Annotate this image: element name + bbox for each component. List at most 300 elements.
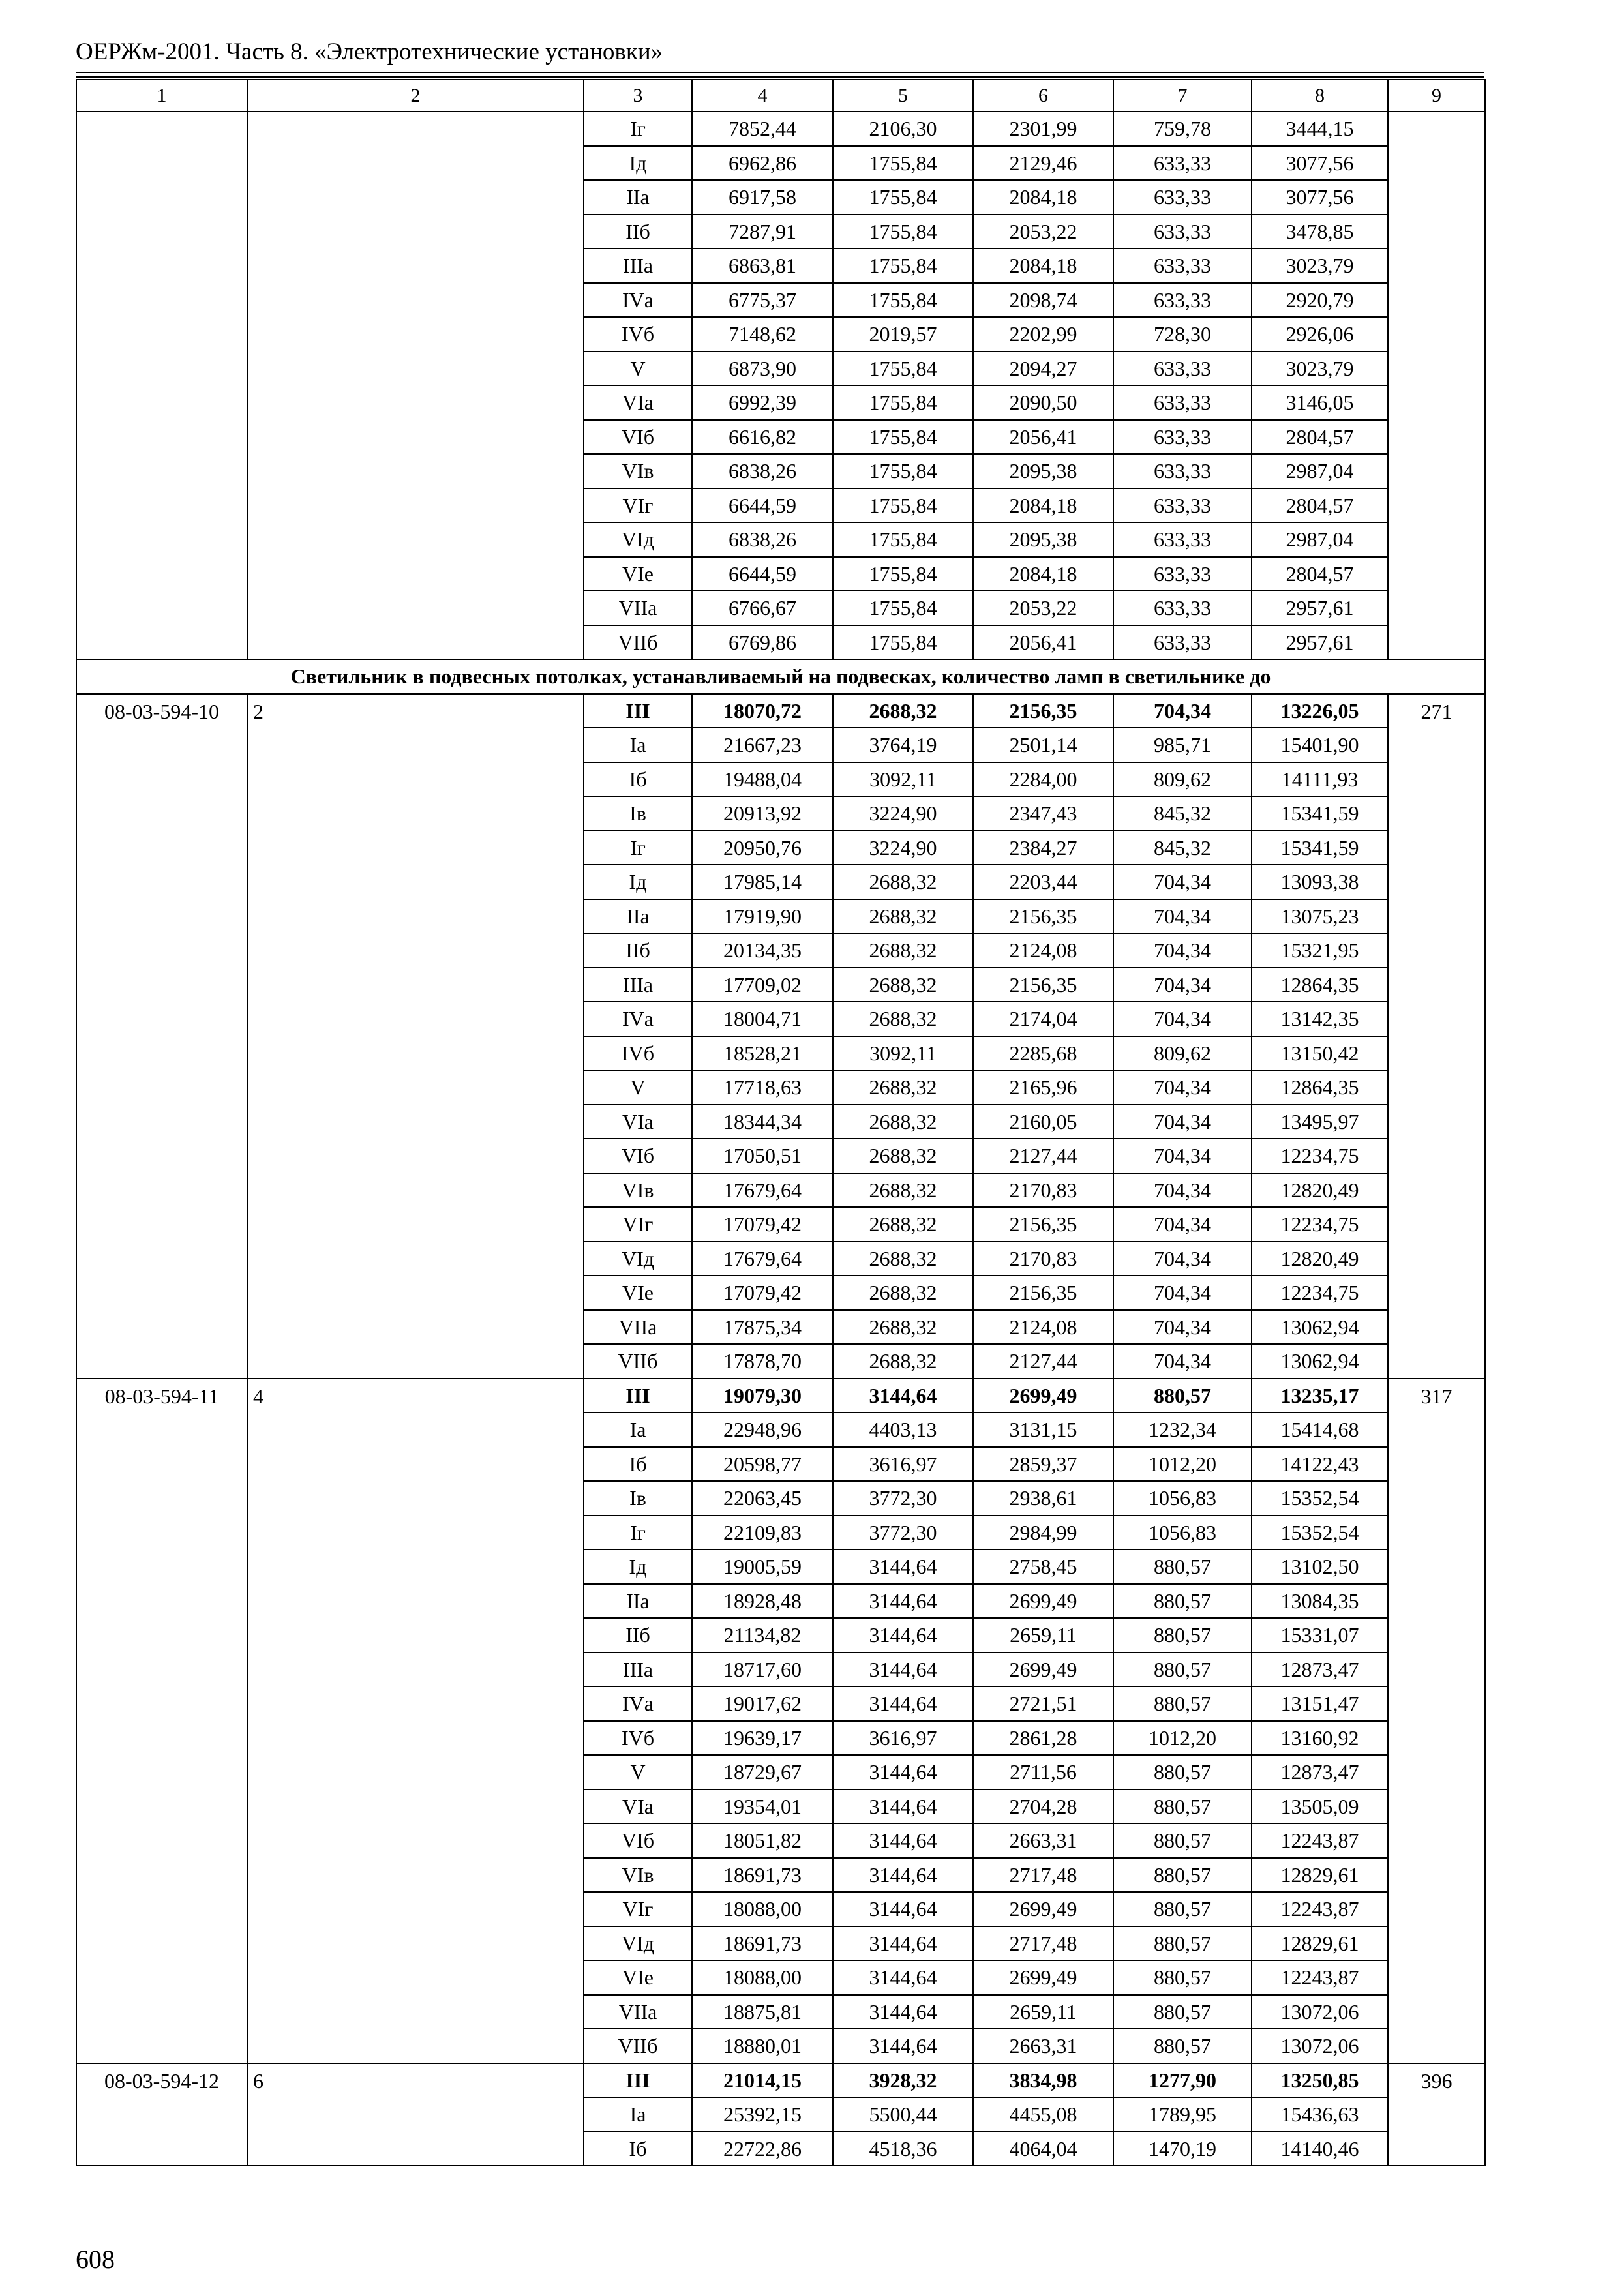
- column-number: 3: [584, 80, 692, 112]
- value-cell: 704,34: [1113, 1105, 1252, 1139]
- value-cell: 20134,35: [692, 933, 833, 968]
- value-cell: 2957,61: [1252, 591, 1388, 625]
- value-cell: 18004,71: [692, 1002, 833, 1036]
- value-cell: 12243,87: [1252, 1892, 1388, 1926]
- zone-cell: VIа: [584, 1789, 692, 1824]
- value-cell: 728,30: [1113, 317, 1252, 352]
- value-cell: 2688,32: [833, 1105, 973, 1139]
- value-cell: 19639,17: [692, 1721, 833, 1756]
- value-cell: 19354,01: [692, 1789, 833, 1824]
- value-cell: 2094,27: [973, 352, 1113, 386]
- value-cell: 2347,43: [973, 796, 1113, 831]
- value-cell: 633,33: [1113, 352, 1252, 386]
- value-cell: 13160,92: [1252, 1721, 1388, 1756]
- value-cell: 2984,99: [973, 1516, 1113, 1550]
- value-cell: 1056,83: [1113, 1516, 1252, 1550]
- value-cell: 13102,50: [1252, 1549, 1388, 1584]
- value-cell: 809,62: [1113, 1036, 1252, 1071]
- value-cell: 12864,35: [1252, 968, 1388, 1002]
- value-cell: 13495,97: [1252, 1105, 1388, 1139]
- value-cell: 6838,26: [692, 454, 833, 488]
- table-row: [76, 112, 1485, 146]
- value-cell: 1012,20: [1113, 1447, 1252, 1482]
- value-cell: 704,34: [1113, 694, 1252, 728]
- value-cell: 2019,57: [833, 317, 973, 352]
- column-number: 7: [1113, 80, 1252, 112]
- value-cell: 2688,32: [833, 1310, 973, 1345]
- value-cell: 3023,79: [1252, 248, 1388, 283]
- value-cell: 4064,04: [973, 2132, 1113, 2166]
- value-cell: 5500,44: [833, 2097, 973, 2132]
- value-cell: 15436,63: [1252, 2097, 1388, 2132]
- value-cell: 1755,84: [833, 454, 973, 488]
- value-cell: 13250,85: [1252, 2063, 1388, 2098]
- value-cell: 2127,44: [973, 1344, 1113, 1379]
- value-cell: 2659,11: [973, 1618, 1113, 1653]
- value-cell: 17718,63: [692, 1070, 833, 1105]
- value-cell: 2106,30: [833, 112, 973, 146]
- value-cell: 13072,06: [1252, 1995, 1388, 2029]
- value-cell: 12820,49: [1252, 1242, 1388, 1276]
- value-cell: 633,33: [1113, 180, 1252, 215]
- column-number: 1: [76, 80, 247, 112]
- value-cell: 2859,37: [973, 1447, 1113, 1482]
- value-cell: 17079,42: [692, 1276, 833, 1310]
- value-cell: 17985,14: [692, 865, 833, 899]
- value-cell: 2384,27: [973, 831, 1113, 865]
- value-cell: 2165,96: [973, 1070, 1113, 1105]
- value-cell: 2711,56: [973, 1755, 1113, 1789]
- zone-cell: Iа: [584, 728, 692, 762]
- value-cell: 7148,62: [692, 317, 833, 352]
- value-cell: 3144,64: [833, 1926, 973, 1961]
- value-cell: 3023,79: [1252, 352, 1388, 386]
- table-row: [76, 1379, 1485, 1413]
- value-cell: 22948,96: [692, 1413, 833, 1447]
- zone-cell: IIIа: [584, 968, 692, 1002]
- value-cell: 2688,32: [833, 1070, 973, 1105]
- value-cell: 6766,67: [692, 591, 833, 625]
- value-cell: 3092,11: [833, 1036, 973, 1071]
- value-cell: 1470,19: [1113, 2132, 1252, 2166]
- section-title: Светильник в подвесных потолках, устанавливаемый на подвесках, количество ламп в светильнике до: [76, 659, 1485, 694]
- value-cell: 6917,58: [692, 180, 833, 215]
- table-row: [76, 694, 1485, 728]
- value-cell: 2987,04: [1252, 522, 1388, 557]
- value-cell: 880,57: [1113, 1960, 1252, 1995]
- value-cell: 3077,56: [1252, 146, 1388, 181]
- value-cell: 2124,08: [973, 933, 1113, 968]
- zone-cell: VIв: [584, 1858, 692, 1893]
- value-cell: 15352,54: [1252, 1481, 1388, 1516]
- value-cell: 3616,97: [833, 1447, 973, 1482]
- value-cell: 20950,76: [692, 831, 833, 865]
- zone-cell: VIб: [584, 1823, 692, 1858]
- value-cell: 18528,21: [692, 1036, 833, 1071]
- value-cell: 4403,13: [833, 1413, 973, 1447]
- value-cell: 3077,56: [1252, 180, 1388, 215]
- zone-cell: VIе: [584, 1960, 692, 1995]
- value-cell: 704,34: [1113, 1002, 1252, 1036]
- value-cell: 12234,75: [1252, 1139, 1388, 1173]
- value-cell: 2688,32: [833, 865, 973, 899]
- value-cell: 3616,97: [833, 1721, 973, 1756]
- value-cell: 2688,32: [833, 1173, 973, 1208]
- value-cell: 2156,35: [973, 1207, 1113, 1242]
- value-cell: 2987,04: [1252, 454, 1388, 488]
- zone-cell: VIд: [584, 1926, 692, 1961]
- value-cell: 13235,17: [1252, 1379, 1388, 1413]
- value-cell: 2127,44: [973, 1139, 1113, 1173]
- value-cell: 3224,90: [833, 796, 973, 831]
- value-cell: 985,71: [1113, 728, 1252, 762]
- value-cell: 3144,64: [833, 1584, 973, 1619]
- value-cell: 18691,73: [692, 1926, 833, 1961]
- value-cell: 22109,83: [692, 1516, 833, 1550]
- value-cell: 18691,73: [692, 1858, 833, 1893]
- value-cell: 3144,64: [833, 1960, 973, 1995]
- value-cell: 704,34: [1113, 865, 1252, 899]
- value-cell: 2095,38: [973, 522, 1113, 557]
- page-header: ОЕРЖм-2001. Часть 8. «Электротехнические установки»: [76, 38, 663, 65]
- value-cell: 6863,81: [692, 248, 833, 283]
- value-cell: 3092,11: [833, 762, 973, 797]
- zone-cell: VIб: [584, 420, 692, 455]
- value-cell: 2170,83: [973, 1173, 1113, 1208]
- value-cell: 3834,98: [973, 2063, 1113, 2098]
- value-cell: 6962,86: [692, 146, 833, 181]
- value-cell: 7287,91: [692, 215, 833, 249]
- value-cell: 3144,64: [833, 1653, 973, 1687]
- value-cell: 2688,32: [833, 1207, 973, 1242]
- zone-cell: Iг: [584, 112, 692, 146]
- item-code: 08-03-594-12: [76, 2063, 247, 2166]
- zone-cell: Iа: [584, 2097, 692, 2132]
- value-cell: 2717,48: [973, 1858, 1113, 1893]
- value-cell: 2804,57: [1252, 557, 1388, 591]
- value-cell: 704,34: [1113, 1070, 1252, 1105]
- value-cell: 22063,45: [692, 1481, 833, 1516]
- value-cell: 6644,59: [692, 488, 833, 523]
- zone-cell: IVб: [584, 1036, 692, 1071]
- value-cell: 12873,47: [1252, 1755, 1388, 1789]
- value-cell: 704,34: [1113, 1242, 1252, 1276]
- value-cell: 2129,46: [973, 146, 1113, 181]
- value-cell: 17875,34: [692, 1310, 833, 1345]
- value-cell: 633,33: [1113, 625, 1252, 660]
- value-cell: 633,33: [1113, 248, 1252, 283]
- value-cell: 20598,77: [692, 1447, 833, 1482]
- value-cell: 2688,32: [833, 694, 973, 728]
- value-cell: 1755,84: [833, 557, 973, 591]
- value-cell: 2090,50: [973, 385, 1113, 420]
- value-cell: 2957,61: [1252, 625, 1388, 660]
- value-cell: 880,57: [1113, 1926, 1252, 1961]
- value-cell: 2056,41: [973, 420, 1113, 455]
- value-cell: 1755,84: [833, 522, 973, 557]
- value-cell: 13084,35: [1252, 1584, 1388, 1619]
- value-cell: 3772,30: [833, 1481, 973, 1516]
- value-cell: 13062,94: [1252, 1344, 1388, 1379]
- zone-cell: VIIб: [584, 2029, 692, 2063]
- column-number: 9: [1388, 80, 1485, 112]
- value-cell: 2688,32: [833, 1139, 973, 1173]
- zone-cell: Iд: [584, 1549, 692, 1584]
- value-cell: 14140,46: [1252, 2132, 1388, 2166]
- zone-cell: IIб: [584, 215, 692, 249]
- value-cell: 1755,84: [833, 248, 973, 283]
- zone-cell: VIв: [584, 454, 692, 488]
- zone-cell: III: [584, 694, 692, 728]
- value-cell: 18088,00: [692, 1960, 833, 1995]
- value-cell: 845,32: [1113, 831, 1252, 865]
- value-cell: 18070,72: [692, 694, 833, 728]
- zone-cell: V: [584, 352, 692, 386]
- value-cell: 2156,35: [973, 899, 1113, 934]
- zone-cell: VIIб: [584, 625, 692, 660]
- value-cell: 19488,04: [692, 762, 833, 797]
- value-cell: 2156,35: [973, 968, 1113, 1002]
- item-code: 08-03-594-11: [76, 1379, 247, 2063]
- value-cell: 704,34: [1113, 1207, 1252, 1242]
- zone-cell: Iг: [584, 1516, 692, 1550]
- value-cell: 759,78: [1113, 112, 1252, 146]
- header-rule-top: [76, 72, 1484, 73]
- value-cell: 2704,28: [973, 1789, 1113, 1824]
- zone-cell: VIг: [584, 1207, 692, 1242]
- zone-cell: VIг: [584, 1892, 692, 1926]
- value-cell: 1056,83: [1113, 1481, 1252, 1516]
- value-cell: 3144,64: [833, 1549, 973, 1584]
- zone-cell: Iд: [584, 146, 692, 181]
- value-cell: 2053,22: [973, 215, 1113, 249]
- value-cell: 13151,47: [1252, 1686, 1388, 1721]
- page-number: 608: [76, 2245, 115, 2274]
- zone-cell: V: [584, 1755, 692, 1789]
- value-cell: 3144,64: [833, 1858, 973, 1893]
- value-cell: 2160,05: [973, 1105, 1113, 1139]
- value-cell: 880,57: [1113, 1618, 1252, 1653]
- value-cell: 633,33: [1113, 215, 1252, 249]
- value-cell: 2174,04: [973, 1002, 1113, 1036]
- value-cell: 3772,30: [833, 1516, 973, 1550]
- value-cell: 2688,32: [833, 1276, 973, 1310]
- rates-table: [76, 79, 1486, 2166]
- value-cell: 2053,22: [973, 591, 1113, 625]
- table-body: [76, 80, 1485, 2166]
- value-cell: 3478,85: [1252, 215, 1388, 249]
- value-cell: 17050,51: [692, 1139, 833, 1173]
- value-cell: 12829,61: [1252, 1926, 1388, 1961]
- value-cell: 3144,64: [833, 1789, 973, 1824]
- value-cell: 2688,32: [833, 1002, 973, 1036]
- zone-cell: VIд: [584, 1242, 692, 1276]
- value-cell: 20913,92: [692, 796, 833, 831]
- value-cell: 12234,75: [1252, 1207, 1388, 1242]
- value-cell: 1232,34: [1113, 1413, 1252, 1447]
- value-cell: 2699,49: [973, 1960, 1113, 1995]
- zone-cell: Iг: [584, 831, 692, 865]
- value-cell: 704,34: [1113, 933, 1252, 968]
- value-cell: 2124,08: [973, 1310, 1113, 1345]
- value-cell: 1755,84: [833, 420, 973, 455]
- zone-cell: IIб: [584, 1618, 692, 1653]
- value-cell: 15331,07: [1252, 1618, 1388, 1653]
- value-cell: 880,57: [1113, 1584, 1252, 1619]
- value-cell: 1755,84: [833, 352, 973, 386]
- value-cell: 2938,61: [973, 1481, 1113, 1516]
- value-cell: 633,33: [1113, 146, 1252, 181]
- zone-cell: IIб: [584, 933, 692, 968]
- value-cell: 1789,95: [1113, 2097, 1252, 2132]
- value-cell: 880,57: [1113, 1379, 1252, 1413]
- value-cell: 17878,70: [692, 1344, 833, 1379]
- value-cell: 2084,18: [973, 488, 1113, 523]
- zone-cell: IVб: [584, 317, 692, 352]
- value-cell: 2098,74: [973, 283, 1113, 318]
- value-cell: 2804,57: [1252, 488, 1388, 523]
- value-cell: 1755,84: [833, 385, 973, 420]
- value-cell: 22722,86: [692, 2132, 833, 2166]
- value-cell: 2758,45: [973, 1549, 1113, 1584]
- value-cell: 633,33: [1113, 591, 1252, 625]
- value-cell: 704,34: [1113, 1310, 1252, 1345]
- zone-cell: IIа: [584, 1584, 692, 1619]
- value-cell: 809,62: [1113, 762, 1252, 797]
- value-cell: 12864,35: [1252, 1070, 1388, 1105]
- value-cell: 2084,18: [973, 248, 1113, 283]
- value-cell: 1012,20: [1113, 1721, 1252, 1756]
- value-cell: 15321,95: [1252, 933, 1388, 968]
- zone-cell: VIе: [584, 557, 692, 591]
- value-cell: 21667,23: [692, 728, 833, 762]
- zone-cell: Iб: [584, 762, 692, 797]
- value-cell: 14111,93: [1252, 762, 1388, 797]
- value-cell: 19005,59: [692, 1549, 833, 1584]
- value-cell: 6775,37: [692, 283, 833, 318]
- value-cell: 2301,99: [973, 112, 1113, 146]
- value-cell: 880,57: [1113, 1755, 1252, 1789]
- value-cell: 704,34: [1113, 1139, 1252, 1173]
- value-cell: 13142,35: [1252, 1002, 1388, 1036]
- value-cell: 15352,54: [1252, 1516, 1388, 1550]
- zone-cell: VIIа: [584, 1310, 692, 1345]
- value-cell: 15401,90: [1252, 728, 1388, 762]
- value-cell: 2804,57: [1252, 420, 1388, 455]
- value-cell: 2285,68: [973, 1036, 1113, 1071]
- value-cell: 880,57: [1113, 1686, 1252, 1721]
- value-cell: 3144,64: [833, 1686, 973, 1721]
- item-lamp-count: 6: [247, 2063, 584, 2166]
- value-cell: 2202,99: [973, 317, 1113, 352]
- zone-cell: VIIб: [584, 1344, 692, 1379]
- value-cell: 2284,00: [973, 762, 1113, 797]
- zone-cell: III: [584, 2063, 692, 2098]
- value-cell: 1755,84: [833, 591, 973, 625]
- zone-cell: Iв: [584, 796, 692, 831]
- value-cell: 12820,49: [1252, 1173, 1388, 1208]
- value-cell: 2203,44: [973, 865, 1113, 899]
- value-cell: 18875,81: [692, 1995, 833, 2029]
- value-cell: 3146,05: [1252, 385, 1388, 420]
- value-cell: 2699,49: [973, 1653, 1113, 1687]
- value-cell: 3144,64: [833, 1755, 973, 1789]
- header-rule-bottom: [76, 76, 1484, 78]
- zone-cell: Iб: [584, 2132, 692, 2166]
- value-cell: 2699,49: [973, 1892, 1113, 1926]
- section-title-row: [76, 659, 1485, 694]
- value-cell: 3144,64: [833, 1995, 973, 2029]
- value-cell: 15341,59: [1252, 831, 1388, 865]
- value-cell: 6992,39: [692, 385, 833, 420]
- value-cell: 18717,60: [692, 1653, 833, 1687]
- value-cell: 1277,90: [1113, 2063, 1252, 2098]
- value-cell: 17679,64: [692, 1173, 833, 1208]
- value-cell: 3144,64: [833, 1618, 973, 1653]
- zone-cell: IVа: [584, 1002, 692, 1036]
- zone-cell: VIг: [584, 488, 692, 523]
- value-cell: 17919,90: [692, 899, 833, 934]
- value-cell: 1755,84: [833, 283, 973, 318]
- value-cell: 2688,32: [833, 933, 973, 968]
- value-cell: 880,57: [1113, 1549, 1252, 1584]
- zone-cell: IIа: [584, 180, 692, 215]
- value-cell: 1755,84: [833, 146, 973, 181]
- value-cell: 2084,18: [973, 180, 1113, 215]
- value-cell: 2156,35: [973, 1276, 1113, 1310]
- value-cell: 19017,62: [692, 1686, 833, 1721]
- zone-cell: VIв: [584, 1173, 692, 1208]
- value-cell: 14122,43: [1252, 1447, 1388, 1482]
- zone-cell: III: [584, 1379, 692, 1413]
- value-cell: 2084,18: [973, 557, 1113, 591]
- value-cell: 6644,59: [692, 557, 833, 591]
- item-lamp-count: 4: [247, 1379, 584, 2063]
- zone-cell: IVб: [584, 1721, 692, 1756]
- value-cell: 1755,84: [833, 180, 973, 215]
- zone-cell: IIIа: [584, 1653, 692, 1687]
- column-number: 6: [973, 80, 1113, 112]
- value-cell: 2717,48: [973, 1926, 1113, 1961]
- value-cell: 2056,41: [973, 625, 1113, 660]
- value-cell: 2663,31: [973, 2029, 1113, 2063]
- value-cell: 633,33: [1113, 522, 1252, 557]
- value-cell: 19079,30: [692, 1379, 833, 1413]
- item-col9-value: 271: [1388, 694, 1485, 1379]
- zone-cell: Iв: [584, 1481, 692, 1516]
- value-cell: 633,33: [1113, 488, 1252, 523]
- zone-cell: VIIа: [584, 1995, 692, 2029]
- value-cell: 704,34: [1113, 1173, 1252, 1208]
- value-cell: 6873,90: [692, 352, 833, 386]
- value-cell: 880,57: [1113, 1892, 1252, 1926]
- value-cell: 880,57: [1113, 1858, 1252, 1893]
- value-cell: 2156,35: [973, 694, 1113, 728]
- zone-cell: Iб: [584, 1447, 692, 1482]
- value-cell: 2688,32: [833, 968, 973, 1002]
- table-row: [76, 2063, 1485, 2098]
- value-cell: 13150,42: [1252, 1036, 1388, 1071]
- value-cell: 21134,82: [692, 1618, 833, 1653]
- value-cell: 2688,32: [833, 1344, 973, 1379]
- value-cell: 6616,82: [692, 420, 833, 455]
- value-cell: 3764,19: [833, 728, 973, 762]
- value-cell: 3144,64: [833, 2029, 973, 2063]
- value-cell: 18729,67: [692, 1755, 833, 1789]
- value-cell: 2721,51: [973, 1686, 1113, 1721]
- value-cell: 13505,09: [1252, 1789, 1388, 1824]
- value-cell: 18051,82: [692, 1823, 833, 1858]
